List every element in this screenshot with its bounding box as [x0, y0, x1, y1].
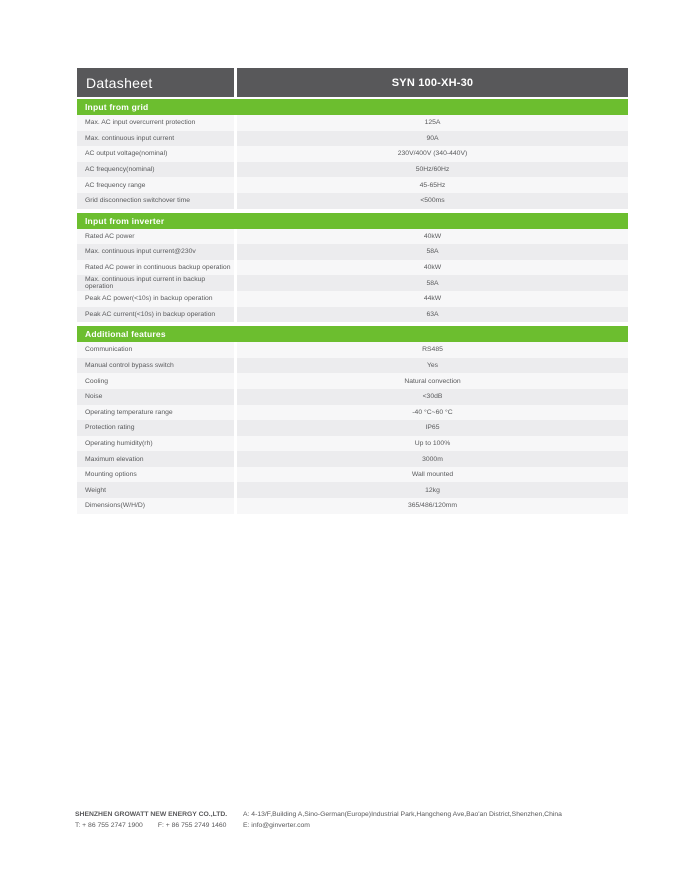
- row-value: 40kW: [237, 229, 628, 245]
- row-label: Operating temperature range: [77, 405, 234, 421]
- row-label: AC frequency(nominal): [77, 162, 234, 178]
- table-row: [77, 260, 628, 276]
- spec-section: [77, 213, 628, 323]
- row-value: 365/486/120mm: [237, 498, 628, 514]
- row-value: 58A: [237, 275, 628, 291]
- table-row: [77, 482, 628, 498]
- table-row: [77, 115, 628, 131]
- table-row: [77, 244, 628, 260]
- row-value: 3000m: [237, 451, 628, 467]
- table-row: [77, 131, 628, 147]
- row-label: Communication: [77, 342, 234, 358]
- table-row: [77, 405, 628, 421]
- row-label: Max. continuous input current in backup operation: [77, 275, 234, 291]
- section-header: Input from inverter: [77, 213, 628, 229]
- row-value: 12kg: [237, 482, 628, 498]
- table-row: [77, 193, 628, 209]
- row-value: Yes: [237, 358, 628, 374]
- row-label: Operating humidity(rh): [77, 436, 234, 452]
- row-label: Cooling: [77, 373, 234, 389]
- row-value: Wall mounted: [237, 467, 628, 483]
- table-row: [77, 229, 628, 245]
- row-value: 45-65Hz: [237, 177, 628, 193]
- row-label: Manual control bypass switch: [77, 358, 234, 374]
- row-label: Max. continuous input current@230v: [77, 244, 234, 260]
- model-title: SYN 100-XH-30: [237, 68, 628, 97]
- row-label: Grid disconnection switchover time: [77, 193, 234, 209]
- row-label: Protection rating: [77, 420, 234, 436]
- footer: [75, 809, 562, 831]
- section-rows: [77, 342, 628, 514]
- row-value: 90A: [237, 131, 628, 147]
- footer-company-block: [75, 809, 243, 831]
- footer-email: E: info@ginverter.com: [243, 822, 310, 829]
- row-value: 63A: [237, 307, 628, 323]
- row-label: Noise: [77, 389, 234, 405]
- table-row: [77, 146, 628, 162]
- row-label: Maximum elevation: [77, 451, 234, 467]
- row-label: AC frequency range: [77, 177, 234, 193]
- table-row: [77, 342, 628, 358]
- footer-contact-block: [243, 809, 562, 831]
- section-header: Input from grid: [77, 99, 628, 115]
- row-label: Rated AC power: [77, 229, 234, 245]
- spec-sections: [77, 99, 628, 514]
- table-row: [77, 498, 628, 514]
- table-row: [77, 358, 628, 374]
- table-row: [77, 389, 628, 405]
- table-row: [77, 291, 628, 307]
- row-value: -40 °C~60 °C: [237, 405, 628, 421]
- datasheet-page: [77, 68, 628, 514]
- row-value: 58A: [237, 244, 628, 260]
- row-value: 50Hz/60Hz: [237, 162, 628, 178]
- table-row: [77, 275, 628, 291]
- company-name: SHENZHEN GROWATT NEW ENERGY CO.,LTD.: [75, 811, 228, 818]
- row-value: <500ms: [237, 193, 628, 209]
- row-label: Dimensions(W/H/D): [77, 498, 234, 514]
- table-row: [77, 307, 628, 323]
- section-rows: [77, 115, 628, 209]
- row-value: 40kW: [237, 260, 628, 276]
- footer-fax: F: + 86 755 2749 1460: [157, 822, 227, 829]
- table-row: [77, 420, 628, 436]
- footer-tel: T: + 86 755 2747 1900: [75, 822, 143, 829]
- table-row: [77, 467, 628, 483]
- row-label: Max. continuous input current: [77, 131, 234, 147]
- row-value: 125A: [237, 115, 628, 131]
- footer-phone-line: [75, 820, 243, 831]
- row-value: 44kW: [237, 291, 628, 307]
- row-label: Peak AC power(<10s) in backup operation: [77, 291, 234, 307]
- row-label: AC output voltage(nominal): [77, 146, 234, 162]
- row-value: RS485: [237, 342, 628, 358]
- section-rows: [77, 229, 628, 323]
- row-value: Up to 100%: [237, 436, 628, 452]
- row-value: <30dB: [237, 389, 628, 405]
- spec-section: [77, 326, 628, 514]
- table-row: [77, 177, 628, 193]
- row-label: Mounting options: [77, 467, 234, 483]
- row-value: 230V/400V (340-440V): [237, 146, 628, 162]
- table-row: [77, 162, 628, 178]
- row-label: Max. AC input overcurrent protection: [77, 115, 234, 131]
- row-label: Peak AC current(<10s) in backup operation: [77, 307, 234, 323]
- table-row: [77, 436, 628, 452]
- footer-address: A: 4-13/F,Building A,Sino-German(Europe)Industrial Park,Hangcheng Ave,Bao'an District,Shenzhen,China: [243, 811, 562, 818]
- row-value: Natural convection: [237, 373, 628, 389]
- table-row: [77, 373, 628, 389]
- table-row: [77, 451, 628, 467]
- section-header: Additional features: [77, 326, 628, 342]
- spec-section: [77, 99, 628, 209]
- row-label: Weight: [77, 482, 234, 498]
- row-value: IP65: [237, 420, 628, 436]
- page-title: Datasheet: [77, 68, 234, 97]
- row-label: Rated AC power in continuous backup operation: [77, 260, 234, 276]
- datasheet-header: [77, 68, 628, 97]
